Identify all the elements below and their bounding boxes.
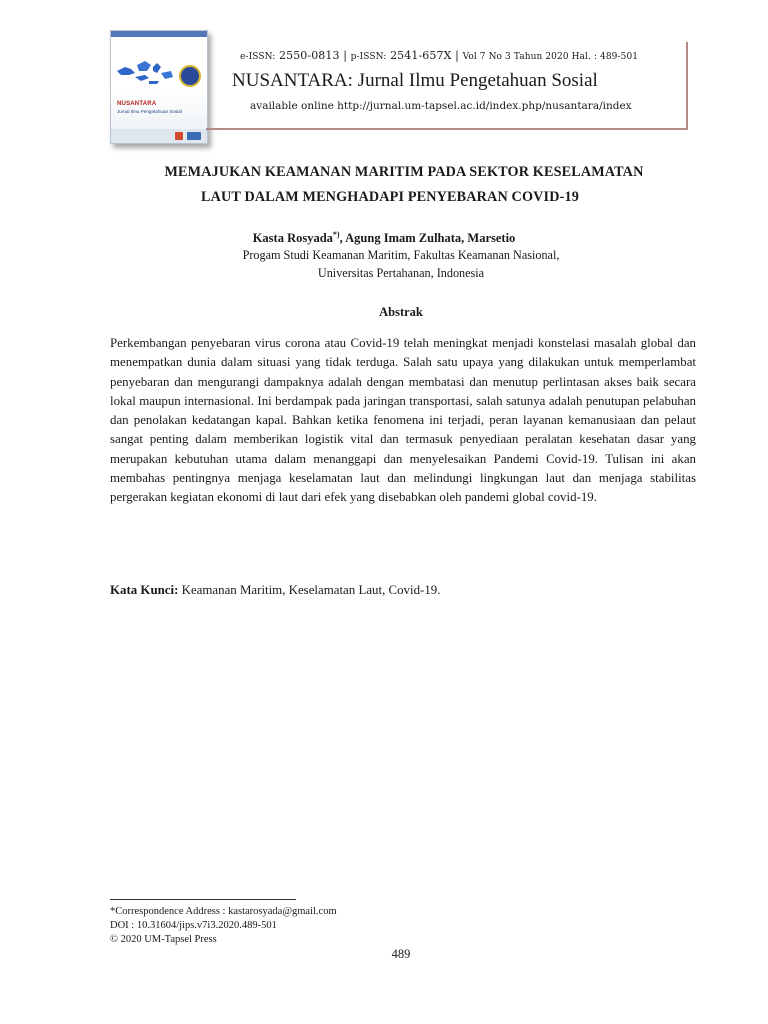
keywords bbox=[110, 583, 696, 598]
cover-bottom-band bbox=[111, 129, 207, 143]
correspondence-mark: *) bbox=[332, 230, 340, 239]
p-issn-value: 2541-657X bbox=[390, 49, 452, 62]
issn-line bbox=[240, 49, 638, 62]
affiliation-line-1: Progam Studi Keamanan Maritim, Fakultas Keamanan Nasional, bbox=[242, 248, 560, 262]
header-border-vertical bbox=[686, 42, 688, 130]
abstract-heading: Abstrak bbox=[379, 305, 423, 319]
indonesia-map-icon bbox=[115, 53, 175, 95]
university-seal-icon bbox=[179, 65, 201, 87]
issn-separator: | bbox=[455, 49, 459, 62]
volume-info: Vol 7 No 3 Tahun 2020 Hal. : 489-501 bbox=[462, 52, 639, 62]
journal-cover-image bbox=[110, 30, 208, 144]
affiliation-line-2: Universitas Pertahanan, Indonesia bbox=[317, 266, 485, 280]
cover-top-strip bbox=[111, 31, 207, 37]
header-border-horizontal bbox=[206, 128, 688, 130]
article-title-line-2: LAUT DALAM MENGHADAPI PENYEBARAN COVID-19 bbox=[201, 189, 579, 205]
e-issn-label: e-ISSN: bbox=[240, 52, 276, 62]
journal-name: NUSANTARA: Jurnal Ilmu Pengetahuan Sosial bbox=[232, 70, 598, 91]
page-number: 489 bbox=[391, 947, 411, 961]
copyright: © 2020 UM-Tapsel Press bbox=[110, 934, 217, 945]
correspondence-address: *Correspondence Address : kastarosyada@gmail.com bbox=[110, 906, 337, 917]
p-issn-label: p-ISSN: bbox=[350, 52, 387, 62]
article-title-line-1: MEMAJUKAN KEAMANAN MARITIM PADA SEKTOR KESELAMATAN bbox=[164, 164, 644, 180]
available-online-url: available online http://jurnal.um-tapsel.ac.id/index.php/nusantara/index bbox=[250, 100, 632, 112]
co-authors: , Agung Imam Zulhata, Marsetio bbox=[339, 231, 516, 246]
cover-title: NUSANTARA bbox=[117, 101, 157, 107]
abstract-body: Perkembangan penyebaran virus corona atau Covid-19 telah meningkat menjadi konstelasi masalah global dan menempatkan dunia dalam situasi yang tidak terduga. Salah satu upaya yang dilakukan untuk memperlambat penyebaran dan mengurangi dampaknya adalah dengan membatasi dan menutup perlintasan akses baik secara lokal maupun internasional. Ini berdampak pada jaringan transportasi, salah satunya adalah penutupan pelabuhan dan penolakan kedatangan kapal. Bahkan ketika fenomena ini terjadi, peran layanan kemanusiaan dan pelaut sangat penting dalam memberikan logistik vital dan termasuk penyediaan peralatan kesehatan dasar yang merupakan kebutuhan utama dalam menanggapi dan menyelesaikan Pandemi Covid-19. Tulisan ini akan membahas pentingnya menjaga keselamatan laut dan melindungi lingkungan laut dan menjaga stabilitas pergerakan kegiatan ekonomi di laut dari efek yang disebabkan oleh pandemi global covid-19. bbox=[110, 336, 696, 505]
issn-separator: | bbox=[343, 49, 348, 62]
footnote-rule bbox=[110, 899, 296, 900]
doi: DOI : 10.31604/jips.v7i3.2020.489-501 bbox=[110, 920, 277, 931]
corresponding-author: Kasta Rosyada bbox=[252, 231, 333, 246]
cover-subtitle: Jurnal Ilmu Pengetahuan Sosial bbox=[117, 109, 182, 114]
author-list bbox=[0, 230, 768, 246]
keywords-value: Keamanan Maritim, Keselamatan Laut, Covid-19. bbox=[178, 583, 441, 597]
keywords-label: Kata Kunci: bbox=[110, 583, 179, 597]
e-issn-value: 2550-0813 bbox=[279, 49, 340, 62]
